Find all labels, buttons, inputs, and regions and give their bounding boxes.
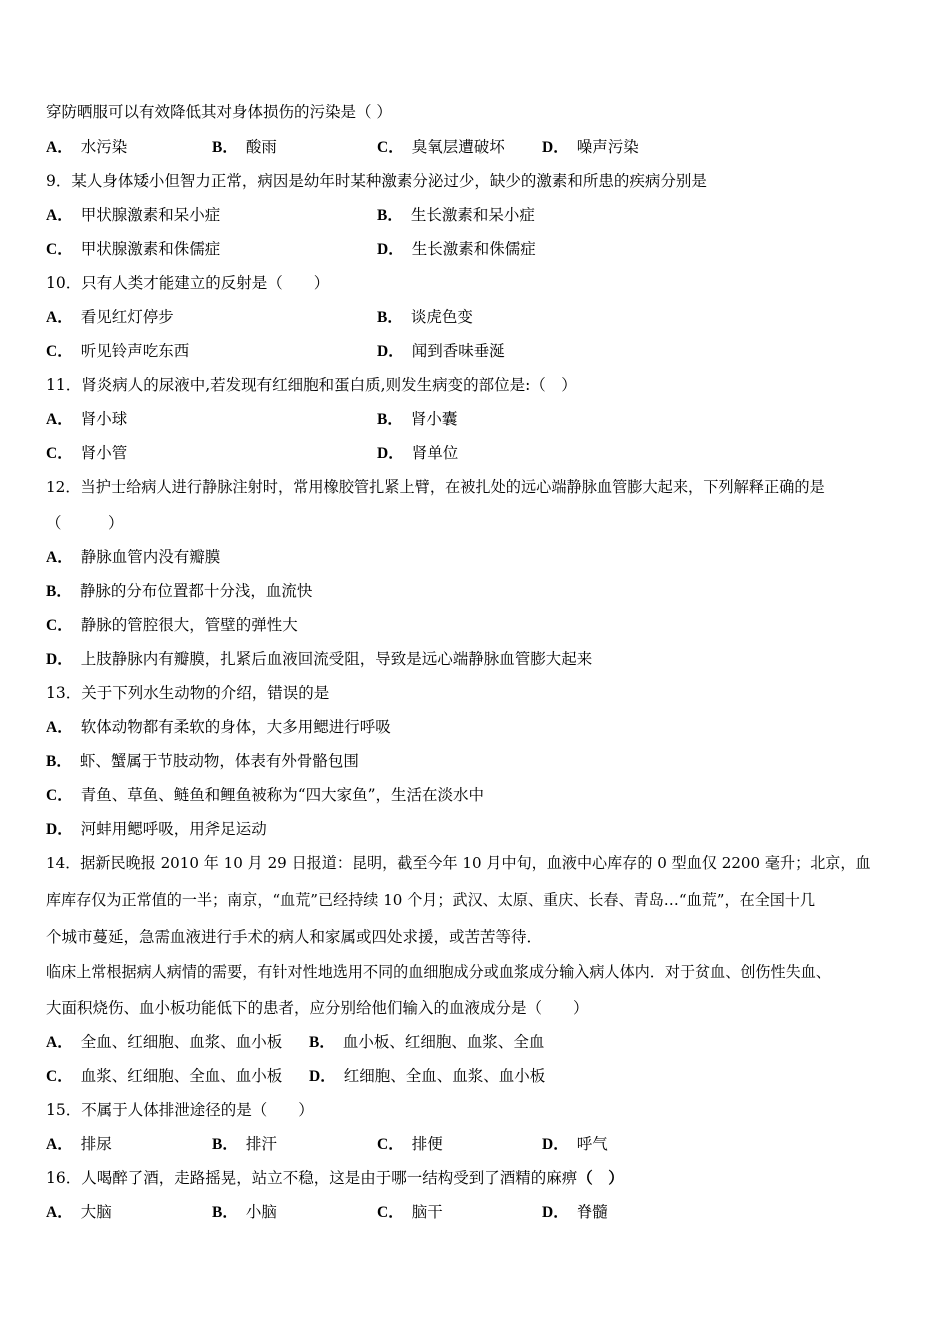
q13-option-b — [46, 751, 359, 772]
q10-stem: 10．只有人类才能建立的反射是（ ） — [46, 274, 330, 292]
q14-option-c — [46, 1066, 282, 1087]
q15-stem: 15．不属于人体排泄途径的是（ ） — [46, 1101, 314, 1119]
q11-option-b — [377, 409, 457, 430]
option-text: 红细胞、全血、血浆、血小板 — [343, 1067, 546, 1085]
q15-option-d — [542, 1134, 608, 1155]
q16-stem — [46, 1168, 624, 1188]
option-label: A． — [46, 719, 73, 736]
option-label: D． — [542, 1136, 569, 1153]
option-label: D． — [377, 241, 404, 258]
option-label: C． — [46, 787, 73, 804]
q13-option-a — [46, 717, 391, 738]
q12-option-c — [46, 615, 298, 636]
option-text: 酸雨 — [245, 138, 277, 156]
option-text: 脊髓 — [576, 1203, 608, 1221]
q16-option-b — [212, 1202, 277, 1223]
option-label: A． — [46, 309, 73, 326]
q12-option-d — [46, 649, 592, 670]
option-label: D． — [542, 139, 569, 156]
option-text: 虾、蟹属于节肢动物，体表有外骨骼包围 — [79, 752, 359, 770]
option-label: D． — [542, 1204, 569, 1221]
q13-option-c — [46, 785, 484, 806]
q14-option-d — [309, 1066, 545, 1087]
option-text: 甲状腺激素和呆小症 — [80, 206, 221, 224]
q11-option-c — [46, 443, 127, 464]
option-text: 看见红灯停步 — [80, 308, 174, 326]
option-label: B． — [212, 1136, 238, 1153]
option-label: A． — [46, 411, 73, 428]
option-text: 肾小球 — [80, 410, 128, 428]
option-label: C． — [377, 139, 404, 156]
q16-stem-paren: （ ） — [577, 1168, 624, 1187]
q16-option-c — [377, 1202, 443, 1223]
option-text: 肾单位 — [411, 444, 459, 462]
q14-option-a — [46, 1032, 282, 1053]
option-text: 大脑 — [80, 1203, 112, 1221]
q12-option-a — [46, 547, 220, 568]
q15-option-b — [212, 1134, 277, 1155]
option-text: 闻到香味垂涎 — [411, 342, 505, 360]
q10-option-c — [46, 341, 189, 362]
q13-stem: 13．关于下列水生动物的介绍，错误的是 — [46, 684, 330, 702]
q10-option-d — [377, 341, 505, 362]
option-text: 排便 — [411, 1135, 443, 1153]
q8-option-d — [542, 137, 639, 158]
option-text: 血小板、红细胞、血浆、全血 — [342, 1033, 545, 1051]
option-label: A． — [46, 1034, 73, 1051]
q9-option-d — [377, 239, 536, 260]
option-label: A． — [46, 1204, 73, 1221]
option-label: B． — [46, 583, 72, 600]
option-label: A． — [46, 139, 73, 156]
option-text: 脑干 — [411, 1203, 443, 1221]
option-label: B． — [212, 139, 238, 156]
option-text: 小脑 — [245, 1203, 277, 1221]
option-text: 呼气 — [576, 1135, 608, 1153]
option-text: 静脉的管腔很大，管壁的弹性大 — [80, 616, 298, 634]
q9-option-c — [46, 239, 220, 260]
option-text: 青鱼、草鱼、鲢鱼和鲤鱼被称为“四大家鱼”，生活在淡水中 — [80, 786, 485, 804]
option-text: 全血、红细胞、血浆、血小板 — [80, 1033, 283, 1051]
option-text: 软体动物都有柔软的身体，大多用鳃进行呼吸 — [80, 718, 391, 736]
q11-stem: 11．肾炎病人的尿液中,若发现有红细胞和蛋白质,则发生病变的部位是:（ ） — [46, 376, 577, 394]
q8-option-a — [46, 137, 127, 158]
option-text: 上肢静脉内有瓣膜，扎紧后血液回流受阻，导致是远心端静脉血管膨大起来 — [80, 650, 593, 668]
option-text: 听见铃声吃东西 — [80, 342, 190, 360]
option-label: D． — [46, 821, 73, 838]
q11-option-d — [377, 443, 458, 464]
q14-stem-line-2: 库库存仅为正常值的一半；南京，“血荒”已经持续 10 个月；武汉、太原、重庆、长春、青岛…“血荒”，在全国十几 — [46, 891, 816, 909]
q9-stem: 9．某人身体矮小但智力正常，病因是幼年时某种激素分泌过少，缺少的激素和所患的疾病分别是 — [46, 172, 707, 190]
option-label: A． — [46, 207, 73, 224]
option-label: D． — [46, 651, 73, 668]
option-text: 肾小管 — [80, 444, 128, 462]
q8-stem: 穿防晒服可以有效降低其对身体损伤的污染是（ ） — [46, 103, 392, 121]
option-text: 甲状腺激素和侏儒症 — [80, 240, 221, 258]
option-label: B． — [309, 1034, 335, 1051]
q12-option-b — [46, 581, 312, 602]
option-label: A． — [46, 1136, 73, 1153]
q13-option-d — [46, 819, 267, 840]
q11-option-a — [46, 409, 127, 430]
q14-stem-line-4: 临床上常根据病人病情的需要，有针对性地选用不同的血细胞成分或血浆成分输入病人体内．对于贫血、创伤性失血、 — [46, 963, 831, 981]
q16-option-a — [46, 1202, 112, 1223]
q12-stem: 12．当护士给病人进行静脉注射时，常用橡胶管扎紧上臂，在被扎处的远心端静脉血管膨大起来，下列解释正确的是 — [46, 478, 825, 496]
q9-option-a — [46, 205, 220, 226]
q15-option-a — [46, 1134, 112, 1155]
option-label: C． — [46, 445, 73, 462]
option-text: 肾小囊 — [410, 410, 458, 428]
option-label: C． — [46, 1068, 73, 1085]
option-text: 河蚌用鳃呼吸，用斧足运动 — [80, 820, 267, 838]
q8-option-c — [377, 137, 505, 158]
q12-stem-paren: （ ） — [46, 514, 124, 532]
option-label: B． — [212, 1204, 238, 1221]
option-label: B． — [377, 411, 403, 428]
option-text: 水污染 — [80, 138, 128, 156]
option-label: B． — [377, 207, 403, 224]
option-text: 排尿 — [80, 1135, 112, 1153]
option-label: C． — [377, 1204, 404, 1221]
q10-option-a — [46, 307, 174, 328]
option-label: D． — [377, 343, 404, 360]
option-text: 静脉的分布位置都十分浅，血流快 — [79, 582, 313, 600]
option-label: B． — [377, 309, 403, 326]
option-text: 静脉血管内没有瓣膜 — [80, 548, 221, 566]
option-label: D． — [309, 1068, 336, 1085]
q14-stem-line-5: 大面积烧伤、血小板功能低下的患者，应分别给他们输入的血液成分是（ ） — [46, 999, 589, 1017]
q15-option-c — [377, 1134, 443, 1155]
q10-option-b — [377, 307, 473, 328]
option-text: 生长激素和呆小症 — [410, 206, 535, 224]
option-text: 生长激素和侏儒症 — [411, 240, 536, 258]
option-text: 谈虎色变 — [410, 308, 473, 326]
q9-option-b — [377, 205, 535, 226]
q16-stem-text: 16．人喝醉了酒，走路摇晃，站立不稳，这是由于哪一结构受到了酒精的麻痹 — [46, 1169, 578, 1187]
q14-stem-line-1: 14．据新民晚报 2010 年 10 月 29 日报道：昆明，截至今年 10 月中旬，血液中心库存的 0 型血仅 2200 毫升；北京，血 — [46, 854, 871, 872]
option-text: 噪声污染 — [576, 138, 639, 156]
option-text: 血浆、红细胞、全血、血小板 — [80, 1067, 283, 1085]
option-label: C． — [46, 241, 73, 258]
option-label: C． — [46, 343, 73, 360]
q8-option-b — [212, 137, 277, 158]
option-text: 排汗 — [245, 1135, 277, 1153]
option-label: A． — [46, 549, 73, 566]
option-text: 臭氧层遭破坏 — [411, 138, 505, 156]
option-label: B． — [46, 753, 72, 770]
q16-option-d — [542, 1202, 608, 1223]
option-label: D． — [377, 445, 404, 462]
q14-stem-line-3: 个城市蔓延，急需血液进行手术的病人和家属或四处求援，或苦苦等待． — [46, 928, 543, 946]
q14-option-b — [309, 1032, 544, 1053]
option-label: C． — [46, 617, 73, 634]
option-label: C． — [377, 1136, 404, 1153]
